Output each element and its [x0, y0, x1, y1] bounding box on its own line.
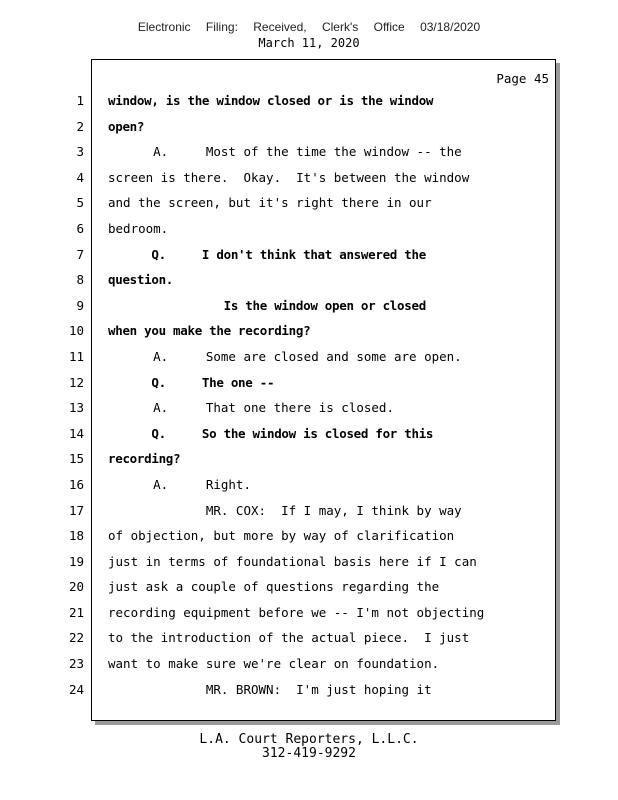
transcript-line: bedroom. [108, 220, 169, 236]
line-number: 11 [68, 348, 84, 364]
transcript-line: A. Some are closed and some are open. [108, 348, 462, 364]
line-number: 15 [68, 451, 84, 467]
transcript-line: A. Right. [108, 476, 251, 492]
transcript-line: MR. BROWN: I'm just hoping it [108, 681, 432, 697]
line-number: 19 [68, 553, 84, 569]
transcript-line: recording? [108, 451, 181, 467]
line-numbers-column [40, 88, 88, 702]
line-number: 18 [68, 528, 84, 544]
filing-word: Filing: [205, 20, 238, 34]
transcript-line: to the introduction of the actual piece. I just [108, 630, 470, 646]
line-number: 16 [68, 476, 84, 492]
line-number: 13 [68, 400, 84, 416]
filing-word: Received, [253, 20, 307, 34]
transcript-line: open? [108, 118, 145, 134]
transcript-line: window, is the window closed or is the window [108, 93, 434, 108]
transcript-line: Q. I don't think that answered the [108, 246, 426, 262]
line-number: 2 [76, 118, 84, 134]
transcript-line: when you make the recording? [108, 323, 311, 339]
transcript-line: A. That one there is closed. [108, 400, 394, 416]
line-number: 1 [76, 93, 84, 108]
line-number: 20 [68, 579, 84, 595]
line-number: 22 [68, 630, 84, 646]
transcript-text [108, 88, 548, 702]
footer [0, 733, 618, 761]
transcript-line: of objection, but more by way of clarification [108, 528, 455, 544]
line-number: 10 [68, 323, 84, 339]
transcript-date: March 11, 2020 [258, 36, 360, 50]
line-number: 4 [76, 169, 84, 185]
filing-word: Electronic [137, 20, 191, 34]
line-number: 14 [68, 425, 84, 441]
filing-word: Clerk's [321, 20, 359, 34]
filing-word: Office [373, 20, 405, 34]
line-number: 24 [68, 681, 84, 697]
transcript-line: Q. So the window is closed for this [108, 425, 434, 441]
line-number: 21 [68, 604, 84, 620]
transcript-line: Q. The one -- [108, 374, 275, 390]
transcript-line: just ask a couple of questions regarding the [108, 579, 440, 595]
line-number: 23 [68, 656, 84, 672]
transcript-line: and the screen, but it's right there in our [108, 195, 432, 211]
transcript-line: A. Most of the time the window -- the [108, 144, 462, 160]
line-number: 12 [68, 374, 84, 390]
transcript-line: screen is there. Okay. It's between the window [108, 169, 470, 185]
line-number: 8 [76, 272, 84, 288]
line-number: 3 [76, 144, 84, 160]
reporter-phone: 312-419-9292 [262, 746, 356, 761]
transcript-line: Is the window open or closed [108, 297, 426, 313]
filing-date: 03/18/2020 [420, 20, 481, 34]
line-number: 17 [68, 502, 84, 518]
line-number: 5 [76, 195, 84, 211]
page-number: Page 45 [496, 71, 549, 86]
transcript-line: want to make sure we're clear on foundation. [108, 656, 440, 672]
line-number: 7 [76, 246, 84, 262]
filing-stamp [0, 20, 618, 34]
reporter-company: L.A. Court Reporters, L.L.C. [199, 732, 419, 747]
line-number: 6 [76, 220, 84, 236]
transcript-line: recording equipment before we -- I'm not objecting [108, 604, 485, 620]
transcript-line: MR. COX: If I may, I think by way [108, 502, 462, 518]
line-number: 9 [76, 297, 84, 313]
transcript-line: question. [108, 272, 174, 288]
transcript-line: just in terms of foundational basis here if I can [108, 553, 477, 569]
